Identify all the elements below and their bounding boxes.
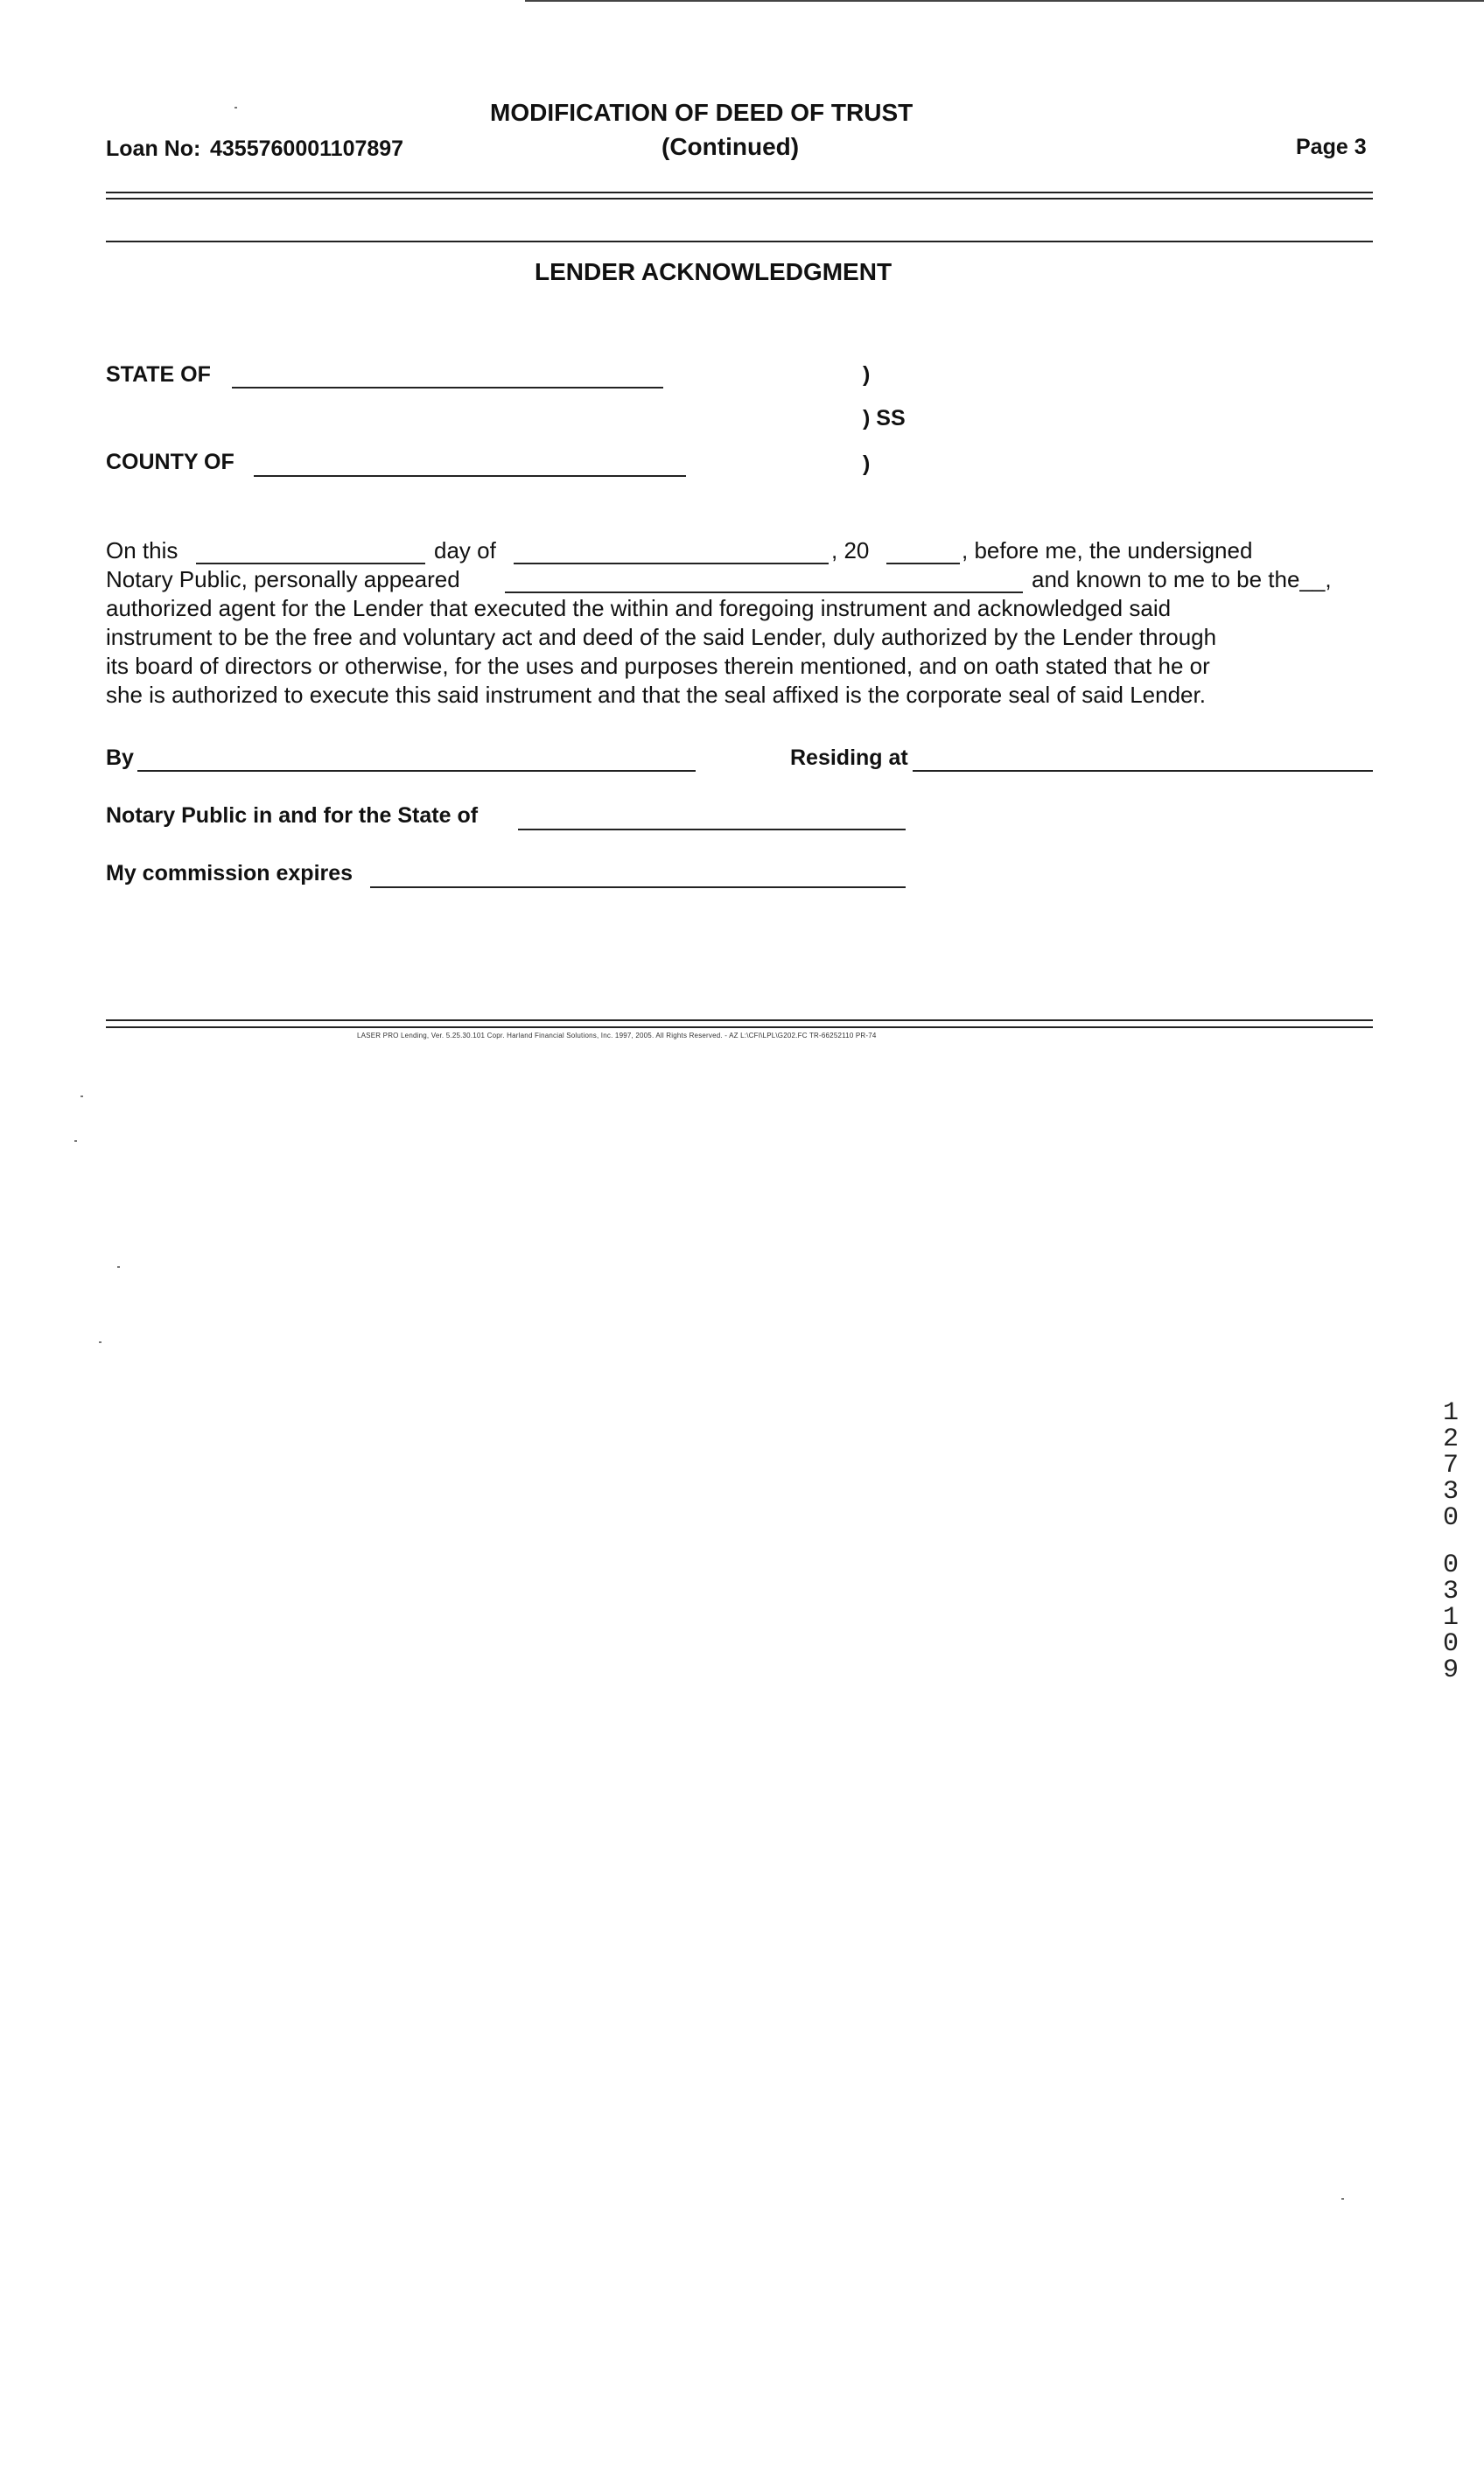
scan-speck	[74, 1140, 77, 1142]
commission-label: My commission expires	[106, 861, 354, 886]
loan-number: 4355760001107897	[210, 136, 404, 161]
scan-speck	[234, 107, 237, 108]
para-line-2-end: and known to me to be the__,	[1032, 566, 1332, 592]
para-line-6: she is authorized to execute this said instrument and that the seal affixed is the corporate seal of said Lender.	[106, 682, 1206, 708]
para-line-1-day-of: day of	[434, 537, 496, 564]
para-line-4: instrument to be the free and voluntary act and deed of the said Lender, duly authorized by the Lender through	[106, 624, 1217, 650]
para-line-2-start: Notary Public, personally appeared	[106, 566, 460, 592]
para-line-1-on-this: On this	[106, 537, 178, 564]
recording-stamp	[1439, 1400, 1462, 1684]
header-divider-top	[106, 192, 1373, 193]
section-title: LENDER ACKNOWLEDGMENT	[535, 258, 892, 285]
residing-label: Residing at	[790, 746, 908, 770]
state-blank[interactable]	[232, 387, 663, 388]
venue-ss: ) SS	[863, 406, 906, 430]
scan-speck	[80, 1096, 83, 1097]
day-blank[interactable]	[196, 563, 425, 564]
state-label: STATE OF	[106, 362, 211, 387]
para-line-1-end: , before me, the undersigned	[962, 537, 1253, 564]
stamp-line-2: 03109	[1442, 1550, 1459, 1685]
by-signature-line[interactable]	[137, 770, 696, 772]
notary-state-label: Notary Public in and for the State of	[106, 803, 479, 828]
page-number: Page 3	[1296, 135, 1367, 159]
footer-divider-top	[106, 1019, 1373, 1021]
header-divider-bottom	[106, 198, 1373, 200]
county-label: COUNTY OF	[106, 450, 234, 474]
document-subtitle: (Continued)	[662, 133, 800, 160]
scan-speck	[99, 1341, 102, 1343]
month-blank[interactable]	[514, 563, 829, 564]
stamp-line-1: 12730	[1442, 1398, 1459, 1533]
commission-line[interactable]	[370, 886, 906, 888]
by-label: By	[106, 746, 134, 770]
section-divider	[106, 241, 1373, 242]
venue-paren-top: )	[863, 362, 871, 387]
document-title: MODIFICATION OF DEED OF TRUST	[490, 99, 914, 126]
scan-speck	[1341, 2198, 1344, 2200]
para-line-1-year-prefix: , 20	[831, 537, 870, 564]
loan-label: Loan No:	[106, 136, 201, 161]
residing-line[interactable]	[913, 770, 1373, 772]
notary-state-line[interactable]	[518, 829, 906, 830]
venue-paren-bottom: )	[863, 452, 871, 476]
county-blank[interactable]	[254, 475, 686, 477]
para-line-5: its board of directors or otherwise, for the uses and purposes therein mentioned, and on oath stated that he or	[106, 653, 1210, 679]
appeared-blank[interactable]	[505, 592, 1023, 593]
footer-divider-bottom	[106, 1026, 1373, 1028]
year-blank[interactable]	[886, 563, 960, 564]
footer-copyright: LASER PRO Lending, Ver. 5.25.30.101 Copr. Harland Financial Solutions, Inc. 1997, 2005. All Rights Reserved. - AZ L:\CFI\LPL\G202.FC TR-66252110 PR-74	[357, 1032, 877, 1040]
para-line-3: authorized agent for the Lender that executed the within and foregoing instrument and acknowledged said	[106, 595, 1172, 621]
scan-speck	[117, 1266, 120, 1268]
top-scan-line	[525, 0, 1484, 2]
